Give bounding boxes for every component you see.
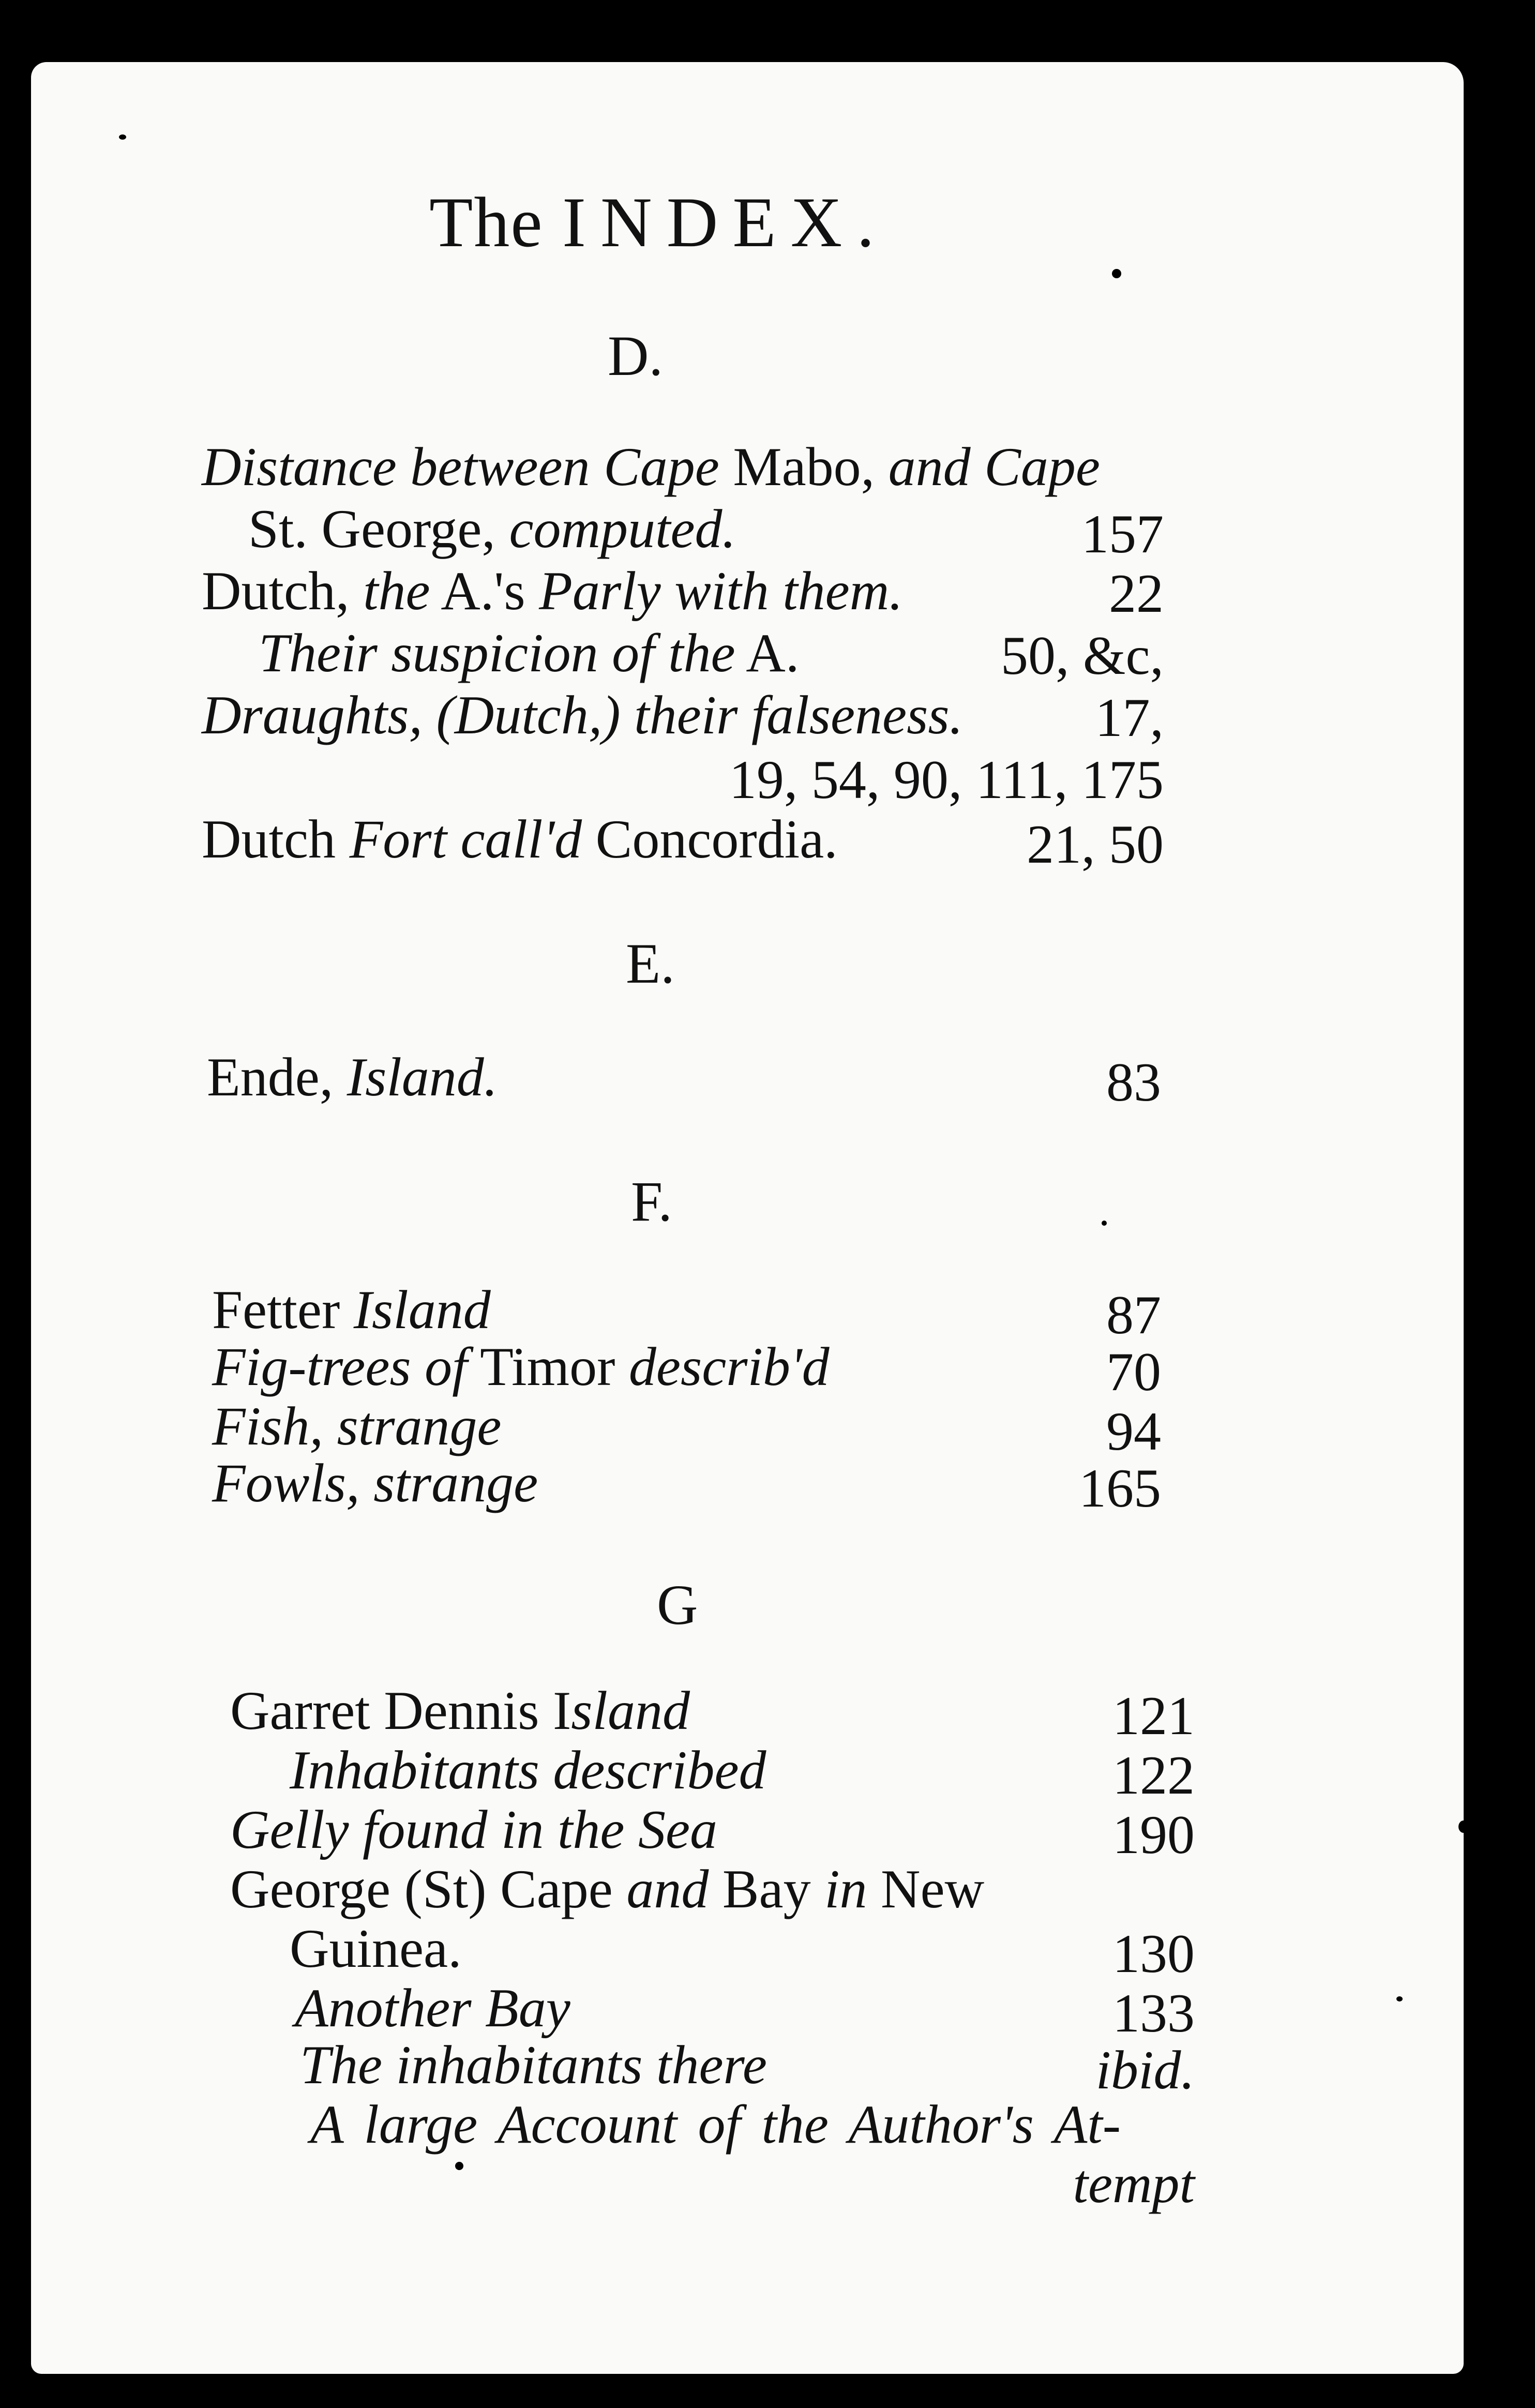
page-number: 21, 50	[1027, 814, 1164, 875]
page-number: 22	[1109, 563, 1164, 624]
index-entry: Ende, Island.	[207, 1047, 498, 1107]
page-number-list: 19, 54, 90, 111, 175	[729, 749, 1164, 810]
page-number: 70	[1106, 1342, 1161, 1402]
title-main: INDEX.	[562, 183, 889, 262]
index-entry: Fig-trees of Timor describ'd	[212, 1336, 830, 1397]
scan-speck	[1102, 1221, 1107, 1226]
scan-speck	[1396, 1996, 1403, 2001]
index-entry: Guinea.	[290, 1918, 462, 1979]
page-binding-edge	[9, 62, 25, 2374]
page-number: 165	[1079, 1458, 1161, 1518]
index-entry: Garret Dennis Island	[230, 1680, 690, 1741]
section-letter-f: F.	[631, 1170, 672, 1233]
scan-speck	[455, 2162, 463, 2170]
index-entry: Another Bay	[295, 1978, 570, 2038]
page-title	[429, 181, 889, 263]
index-entry: Their suspicion of the A.	[259, 623, 800, 683]
page-number: 133	[1112, 1983, 1195, 2043]
page-number: 83	[1106, 1052, 1161, 1112]
page-number: 121	[1112, 1685, 1195, 1746]
scan-speck	[1458, 1820, 1464, 1833]
index-entry: Fetter Island	[212, 1280, 491, 1340]
section-letter-e: E.	[626, 932, 675, 995]
index-entry: Dutch, the A.'s Parly with them.	[202, 561, 903, 621]
page-number: 190	[1112, 1804, 1195, 1865]
page-number: 50, &c,	[1001, 625, 1164, 686]
index-entry: The inhabitants there	[300, 2035, 767, 2095]
index-entry: A large Account of the Author's At-	[310, 2094, 1121, 2155]
section-letter-d: D.	[608, 324, 663, 387]
index-entry: Gelly found in the Sea	[230, 1799, 717, 1860]
page-number: 94	[1106, 1401, 1161, 1462]
index-entry: Fish, strange	[212, 1396, 502, 1456]
catchword: tempt	[1073, 2154, 1195, 2214]
book-page	[31, 62, 1464, 2374]
page-number: 87	[1106, 1285, 1161, 1345]
index-entry: Draughts, (Dutch,) their falseness.	[202, 685, 964, 745]
title-prefix: The	[429, 183, 544, 262]
index-entry: Inhabitants described	[290, 1740, 766, 1800]
section-letter-g: G	[657, 1573, 698, 1636]
page-number: 122	[1112, 1745, 1195, 1805]
page-number: 17,	[1095, 687, 1164, 748]
scan-speck	[119, 134, 126, 140]
index-entry: Distance between Cape Mabo, and Cape	[202, 437, 1100, 497]
page-number: 130	[1112, 1923, 1195, 1984]
index-entry: Dutch Fort call'd Concordia.	[202, 809, 838, 869]
page-number: ibid.	[1095, 2040, 1195, 2100]
index-entry: George (St) Cape and Bay in New	[230, 1859, 985, 1919]
page-number: 157	[1081, 504, 1164, 564]
index-entry: Fowls, strange	[212, 1453, 538, 1513]
index-entry: St. George, computed.	[248, 499, 736, 559]
scan-speck	[1112, 269, 1121, 278]
